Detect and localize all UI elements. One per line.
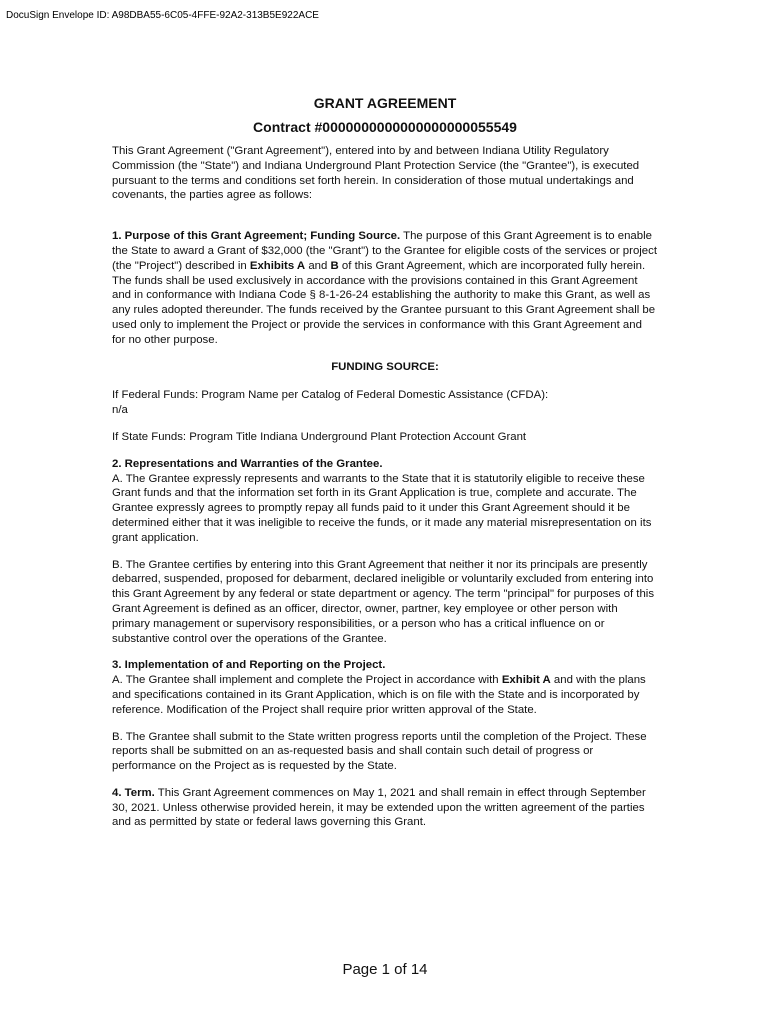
section-2-heading: 2. Representations and Warranties of the Grantee. (112, 457, 383, 470)
federal-funds-value: n/a (112, 404, 128, 417)
funding-source-heading: FUNDING SOURCE: (331, 360, 439, 373)
page-number: Page 1 of 14 (342, 961, 428, 978)
federal-funds-line: If Federal Funds: Program Name per Catalog of Federal Domestic Assistance (CFDA): (112, 389, 549, 402)
section-3-para-a (112, 673, 658, 717)
document-page (112, 94, 658, 830)
section-4 (112, 786, 658, 830)
intro-paragraph: This Grant Agreement ("Grant Agreement"), entered into by and between Indiana Utility Regulatory Commission (the "State") and Indiana Underground Plant Protection Service (the "Grantee"), is executed pursuant to the terms and conditions set forth herein. In consideration of those mutual undertakings and covenants, the parties agree as follows: (112, 145, 640, 202)
section-1-exhibit-b: B (330, 259, 339, 272)
section-1-heading: 1. Purpose of this Grant Agreement; Funding Source. (112, 230, 401, 243)
section-4-heading: 4. Term. (112, 786, 155, 799)
section-2-para-b: B. The Grantee certifies by entering into this Grant Agreement that neither it nor its principals are presently debarred, suspended, proposed for debarment, declared ineligible or voluntarily excluded from entering into this Grant Agreement by any federal or state department or agency. The term "principal" for purposes of this Grant Agreement is defined as an officer, director, owner, partner, key employee or other person with primary management or supervisory responsibilities, or a person who has a critical influence on or substantive control over the operations of the Grantee. (112, 558, 655, 645)
section-1-text-b: of this Grant Agreement, which are incorporated fully herein. The funds shall be used exclusively in accordance with the provisions contained in this Grant Agreement and in conformance with Indiana Code § 8-1-26-24 establishing the authority to make this Grant, as well as any rules adopted thereunder. The funds received by the Grantee pursuant to this Grant Agreement shall be used only to implement the Project or provide the services in conformance with this Grant Agreement and for no other purpose. (112, 259, 656, 346)
section-3-para-b: B. The Grantee shall submit to the State written progress reports until the completion of the Project. These reports shall be submitted on an as-requested basis and shall contain such detail of progress or performance on the Project as is requested by the State. (112, 730, 647, 773)
section-1 (112, 229, 658, 347)
envelope-id: DocuSign Envelope ID: A98DBA55-6C05-4FFE-92A2-313B5E922ACE (6, 10, 319, 21)
state-funds-line: If State Funds: Program Title Indiana Underground Plant Protection Account Grant (112, 430, 527, 443)
section-3-para-a-2: and with the plans and specifications contained in its Grant Application, which is on file with the State and is incorporated by reference. Modification of the Project shall require prior written approval of the State. (112, 674, 646, 716)
contract-number: Contract #0000000000000000000055549 (253, 119, 517, 135)
section-1-exhibits: Exhibits A (249, 259, 306, 272)
section-3-heading: 3. Implementation of and Reporting on the Project. (112, 659, 386, 672)
section-1-and: and (305, 259, 331, 272)
document-title: GRANT AGREEMENT (313, 95, 457, 111)
section-3-exhibit-a: Exhibit A (501, 674, 551, 687)
section-3-para-a-1: A. The Grantee shall implement and complete the Project in accordance with (112, 674, 502, 687)
section-2-para-a: A. The Grantee expressly represents and warrants to the State that it is statutorily eligible to receive these Grant funds and that the information set forth in its Grant Application is true, complete and accurate. The Grantee expressly agrees to promptly repay all funds paid to it under this Grant Agreement should it be determined either that it was ineligible to receive the funds, or it made any material misrepresentation on its grant application. (112, 472, 652, 544)
section-1-text-a: The purpose of this Grant Agreement is to enable the State to award a Grant of $32,000 (the "Grant") to the Grantee for eligible costs of the services or project (the "Project") described in (112, 230, 657, 272)
section-4-text: This Grant Agreement commences on May 1, 2021 and shall remain in effect through September 30, 2021. Unless otherwise provided herein, it may be extended upon the written agreement of the parties and as permitted by state or federal laws governing this Grant. (112, 786, 646, 829)
